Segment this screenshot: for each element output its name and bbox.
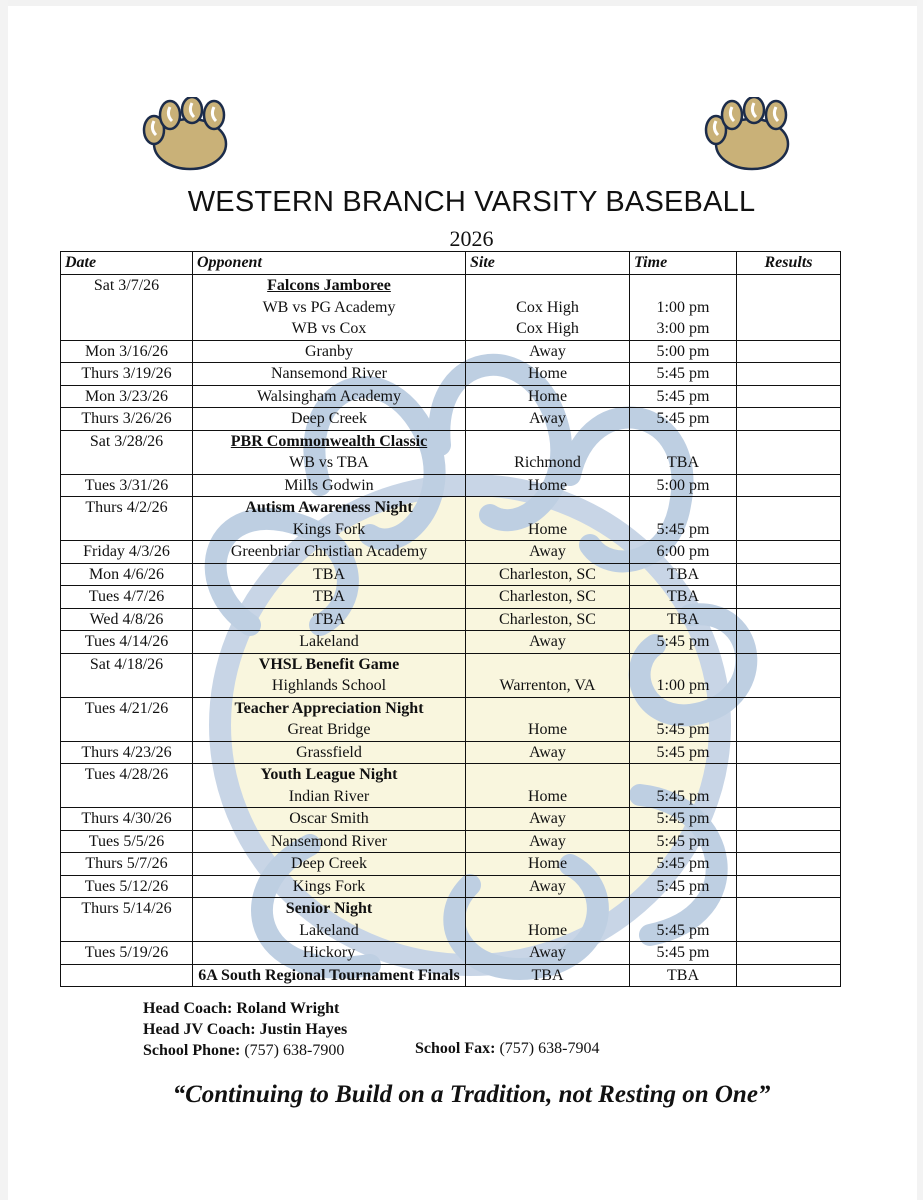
site-text: Home (527, 476, 568, 494)
table-row (61, 964, 841, 987)
cell-time (630, 275, 737, 341)
cell-date: Mon 3/23/26 (61, 385, 193, 408)
cell-results (737, 942, 841, 965)
schedule-body (61, 275, 841, 987)
motto: “Continuing to Build on a Tradition, not Resting on One” (172, 1081, 771, 1108)
table-row (61, 741, 841, 764)
table-row (61, 497, 841, 541)
cell-opponent (193, 430, 466, 474)
cell-site (466, 741, 630, 764)
opponent-text: Mills Godwin (284, 476, 374, 494)
cell-opponent (193, 608, 466, 631)
cell-date: Thurs 4/30/26 (61, 808, 193, 831)
site-text: TBA (531, 966, 564, 984)
cell-date: Thurs 4/2/26 (61, 497, 193, 541)
table-row (61, 830, 841, 853)
site-text: Charleston, SC (499, 565, 596, 583)
cell-date: Thurs 3/19/26 (61, 363, 193, 386)
header-results: Results (737, 252, 841, 275)
table-row (61, 275, 841, 341)
cell-date: Sat 3/7/26 (61, 275, 193, 341)
cell-results (737, 275, 841, 341)
event-name: Teacher Appreciation Night (234, 699, 424, 717)
cell-date: Thurs 3/26/26 (61, 408, 193, 431)
cell-time (630, 340, 737, 363)
table-row (61, 653, 841, 697)
page-frame-left (0, 0, 8, 1200)
fax-label: School Fax: (415, 1040, 496, 1057)
table-row (61, 474, 841, 497)
time-text: 5:00 pm (656, 342, 710, 360)
cell-results (737, 608, 841, 631)
cell-opponent (193, 385, 466, 408)
time-text: 3:00 pm (656, 320, 710, 337)
cell-results (737, 898, 841, 942)
opponent-text: Walsingham Academy (256, 387, 401, 405)
site-text: Away (529, 342, 566, 360)
opponent-text: Kings Fork (292, 520, 366, 538)
event-name: Youth League Night (260, 766, 398, 783)
cell-time (630, 474, 737, 497)
time-text: 5:00 pm (656, 476, 710, 494)
cell-site (466, 942, 630, 965)
site-spacer (470, 275, 625, 297)
opponent-text: Deep Creek (291, 410, 367, 427)
site-spacer (470, 764, 625, 786)
table-row (61, 541, 841, 564)
cell-date: Tues 4/21/26 (61, 697, 193, 741)
cell-opponent (193, 830, 466, 853)
cell-time (630, 541, 737, 564)
time-spacer (634, 654, 732, 676)
cell-opponent (193, 363, 466, 386)
cell-results (737, 853, 841, 876)
cell-date: Mon 3/16/26 (61, 340, 193, 363)
table-row (61, 898, 841, 942)
time-text: TBA (667, 565, 699, 583)
cell-time (630, 853, 737, 876)
cell-date: Thurs 4/23/26 (61, 741, 193, 764)
time-spacer (634, 431, 732, 453)
cell-site (466, 275, 630, 341)
footer-info (143, 998, 347, 1061)
event-name: Senior Night (285, 900, 373, 917)
cell-site (466, 964, 630, 987)
cell-results (737, 385, 841, 408)
site-spacer (470, 698, 625, 720)
cell-time (630, 964, 737, 987)
time-text: 5:45 pm (656, 855, 710, 872)
cell-opponent (193, 653, 466, 697)
cell-site (466, 830, 630, 853)
cell-opponent (193, 631, 466, 654)
time-text: 5:45 pm (656, 877, 710, 895)
cell-date: Sat 3/28/26 (61, 430, 193, 474)
cell-date: Thurs 5/14/26 (61, 898, 193, 942)
event-name: Autism Awareness Night (245, 499, 413, 516)
time-text: TBA (667, 610, 699, 628)
time-text: 1:00 pm (656, 677, 710, 694)
fax-info (415, 1040, 599, 1058)
cell-site (466, 808, 630, 831)
cell-opponent (193, 340, 466, 363)
cell-time (630, 697, 737, 741)
cell-site (466, 340, 630, 363)
time-text: 5:45 pm (656, 721, 710, 738)
cell-date: Tues 5/19/26 (61, 942, 193, 965)
cell-opponent (193, 275, 466, 341)
cell-time (630, 808, 737, 831)
table-row (61, 853, 841, 876)
header-site: Site (466, 252, 630, 275)
cell-time (630, 830, 737, 853)
cell-opponent (193, 474, 466, 497)
site-text: Away (529, 543, 566, 560)
opponent-text: Great Bridge (287, 721, 371, 738)
cell-time (630, 497, 737, 541)
cell-date: Sat 4/18/26 (61, 653, 193, 697)
time-spacer (634, 898, 732, 920)
cell-date: Tues 4/14/26 (61, 631, 193, 654)
cell-date: Wed 4/8/26 (61, 608, 193, 631)
cell-site (466, 875, 630, 898)
cell-site (466, 408, 630, 431)
cell-time (630, 653, 737, 697)
site-text: Richmond (514, 454, 581, 471)
site-spacer (470, 654, 625, 676)
cell-results (737, 430, 841, 474)
cell-site (466, 631, 630, 654)
time-text: 5:45 pm (656, 743, 710, 761)
site-text: Charleston, SC (499, 610, 596, 628)
cell-opponent (193, 563, 466, 586)
time-spacer (634, 497, 732, 519)
cell-time (630, 586, 737, 609)
site-text: Warrenton, VA (499, 677, 596, 694)
time-text: 5:45 pm (656, 365, 710, 382)
cell-opponent (193, 586, 466, 609)
cell-site (466, 764, 630, 808)
cell-date: Tues 3/31/26 (61, 474, 193, 497)
site-text: Away (529, 944, 566, 961)
opponent-text: Lakeland (299, 921, 359, 939)
page-frame-right (917, 0, 923, 1200)
site-text: Home (527, 520, 568, 538)
cell-date: Tues 4/7/26 (61, 586, 193, 609)
opponent-text: TBA (313, 588, 345, 605)
cell-site (466, 497, 630, 541)
time-text: 5:45 pm (656, 387, 710, 405)
head-coach: Head Coach: Roland Wright (143, 1000, 340, 1017)
cell-time (630, 385, 737, 408)
opponent-text: Hickory (302, 944, 356, 961)
cell-results (737, 653, 841, 697)
opponent-text: Indian River (288, 787, 370, 805)
time-text: 5:45 pm (656, 921, 710, 939)
site-text: Cox High (516, 320, 579, 337)
cell-opponent (193, 408, 466, 431)
time-text: TBA (667, 966, 699, 984)
site-text: Away (529, 877, 566, 895)
site-spacer (470, 431, 625, 453)
cell-site (466, 430, 630, 474)
cell-time (630, 363, 737, 386)
time-text: TBA (667, 588, 699, 605)
time-spacer (634, 698, 732, 720)
site-text: Charleston, SC (499, 588, 596, 605)
cell-opponent (193, 964, 466, 987)
cell-results (737, 764, 841, 808)
cell-results (737, 741, 841, 764)
time-text: 5:45 pm (656, 832, 710, 850)
site-text: Away (529, 633, 566, 650)
time-text: 1:00 pm (656, 298, 710, 316)
time-spacer (634, 764, 732, 786)
time-text: TBA (667, 454, 699, 471)
cell-opponent (193, 497, 466, 541)
cell-results (737, 340, 841, 363)
table-row (61, 808, 841, 831)
cell-opponent (193, 697, 466, 741)
table-row (61, 875, 841, 898)
time-text: 5:45 pm (656, 810, 710, 827)
cell-site (466, 853, 630, 876)
site-text: Home (527, 387, 568, 405)
cell-site (466, 586, 630, 609)
cell-time (630, 764, 737, 808)
cell-date: Tues 5/12/26 (61, 875, 193, 898)
cell-site (466, 898, 630, 942)
cell-site (466, 697, 630, 741)
table-row (61, 942, 841, 965)
table-header-row (61, 252, 841, 275)
site-text: Home (527, 787, 568, 805)
opponent-text: Nansemond River (271, 832, 387, 850)
event-name: VHSL Benefit Game (258, 655, 400, 673)
time-spacer (634, 275, 732, 297)
cell-time (630, 608, 737, 631)
opponent-text: TBA (313, 565, 345, 583)
schedule-table (60, 251, 841, 987)
time-text: 5:45 pm (656, 944, 710, 961)
cell-site (466, 563, 630, 586)
site-spacer (470, 898, 625, 920)
opponent-text: Lakeland (299, 633, 359, 650)
opponent-text: WB vs Cox (291, 320, 367, 337)
page-title: WESTERN BRANCH VARSITY BASEBALL (187, 186, 756, 218)
cell-results (737, 830, 841, 853)
cell-site (466, 385, 630, 408)
opponent-text: Granby (305, 342, 353, 360)
site-text: Cox High (516, 298, 579, 316)
cell-date: Friday 4/3/26 (61, 541, 193, 564)
opponent-text: Grassfield (296, 743, 362, 761)
event-name: Falcons Jamboree (267, 277, 391, 294)
table-row (61, 408, 841, 431)
cell-date: Tues 4/28/26 (61, 764, 193, 808)
site-text: Away (529, 743, 566, 761)
opponent-text: Deep Creek (291, 855, 367, 872)
time-text: 5:45 pm (656, 633, 710, 650)
cell-results (737, 563, 841, 586)
site-spacer (470, 497, 625, 519)
opponent-text: WB vs PG Academy (262, 298, 396, 316)
cell-opponent (193, 541, 466, 564)
table-row (61, 764, 841, 808)
paw-logo-left-icon (140, 97, 236, 173)
cell-site (466, 474, 630, 497)
cell-site (466, 608, 630, 631)
jv-coach: Head JV Coach: Justin Hayes (143, 1021, 348, 1038)
cell-date: Mon 4/6/26 (61, 563, 193, 586)
cell-results (737, 408, 841, 431)
opponent-text: Highlands School (271, 677, 387, 694)
phone-number: (757) 638-7900 (244, 1042, 345, 1059)
time-text: 6:00 pm (656, 543, 710, 560)
cell-time (630, 741, 737, 764)
cell-results (737, 697, 841, 741)
cell-results (737, 497, 841, 541)
table-row (61, 586, 841, 609)
cell-opponent (193, 741, 466, 764)
header-date: Date (61, 252, 193, 275)
table-row (61, 563, 841, 586)
site-text: Home (527, 721, 568, 738)
opponent-text: WB vs TBA (289, 454, 369, 471)
site-text: Home (527, 855, 568, 872)
phone-label: School Phone: (143, 1042, 241, 1059)
cell-time (630, 563, 737, 586)
time-text: 5:45 pm (656, 520, 710, 538)
opponent-text: Greenbriar Christian Academy (230, 543, 428, 560)
header-time: Time (630, 252, 737, 275)
cell-results (737, 808, 841, 831)
cell-results (737, 363, 841, 386)
season-year: 2026 (449, 226, 494, 251)
time-text: 5:45 pm (656, 410, 710, 427)
cell-opponent (193, 875, 466, 898)
cell-results (737, 964, 841, 987)
cell-results (737, 875, 841, 898)
cell-opponent (193, 853, 466, 876)
cell-site (466, 541, 630, 564)
cell-time (630, 942, 737, 965)
cell-opponent (193, 942, 466, 965)
table-row (61, 430, 841, 474)
table-row (61, 385, 841, 408)
fax-number: (757) 638-7904 (499, 1040, 600, 1057)
tournament-name: 6A South Regional Tournament Finals (198, 966, 460, 984)
cell-opponent (193, 898, 466, 942)
site-text: Away (529, 832, 566, 850)
cell-date: Tues 5/5/26 (61, 830, 193, 853)
cell-time (630, 898, 737, 942)
opponent-text: Nansemond River (271, 365, 387, 382)
cell-opponent (193, 764, 466, 808)
event-name: PBR Commonwealth Classic (230, 432, 428, 450)
cell-time (630, 875, 737, 898)
site-text: Away (529, 410, 566, 427)
table-row (61, 697, 841, 741)
time-text: 5:45 pm (656, 787, 710, 805)
site-text: Home (527, 921, 568, 939)
cell-results (737, 541, 841, 564)
site-text: Home (527, 365, 568, 382)
table-row (61, 340, 841, 363)
table-row (61, 363, 841, 386)
cell-time (630, 408, 737, 431)
cell-results (737, 474, 841, 497)
paw-logo-right-icon (702, 97, 798, 173)
page-frame-top (0, 0, 923, 6)
cell-opponent (193, 808, 466, 831)
cell-time (630, 430, 737, 474)
cell-date: Thurs 5/7/26 (61, 853, 193, 876)
cell-time (630, 631, 737, 654)
cell-date (61, 964, 193, 987)
cell-results (737, 631, 841, 654)
cell-results (737, 586, 841, 609)
opponent-text: Kings Fork (292, 877, 366, 895)
cell-site (466, 363, 630, 386)
table-row (61, 631, 841, 654)
opponent-text: Oscar Smith (289, 810, 369, 827)
header-opponent: Opponent (193, 252, 466, 275)
opponent-text: TBA (313, 610, 345, 628)
table-row (61, 608, 841, 631)
site-text: Away (529, 810, 566, 827)
cell-site (466, 653, 630, 697)
